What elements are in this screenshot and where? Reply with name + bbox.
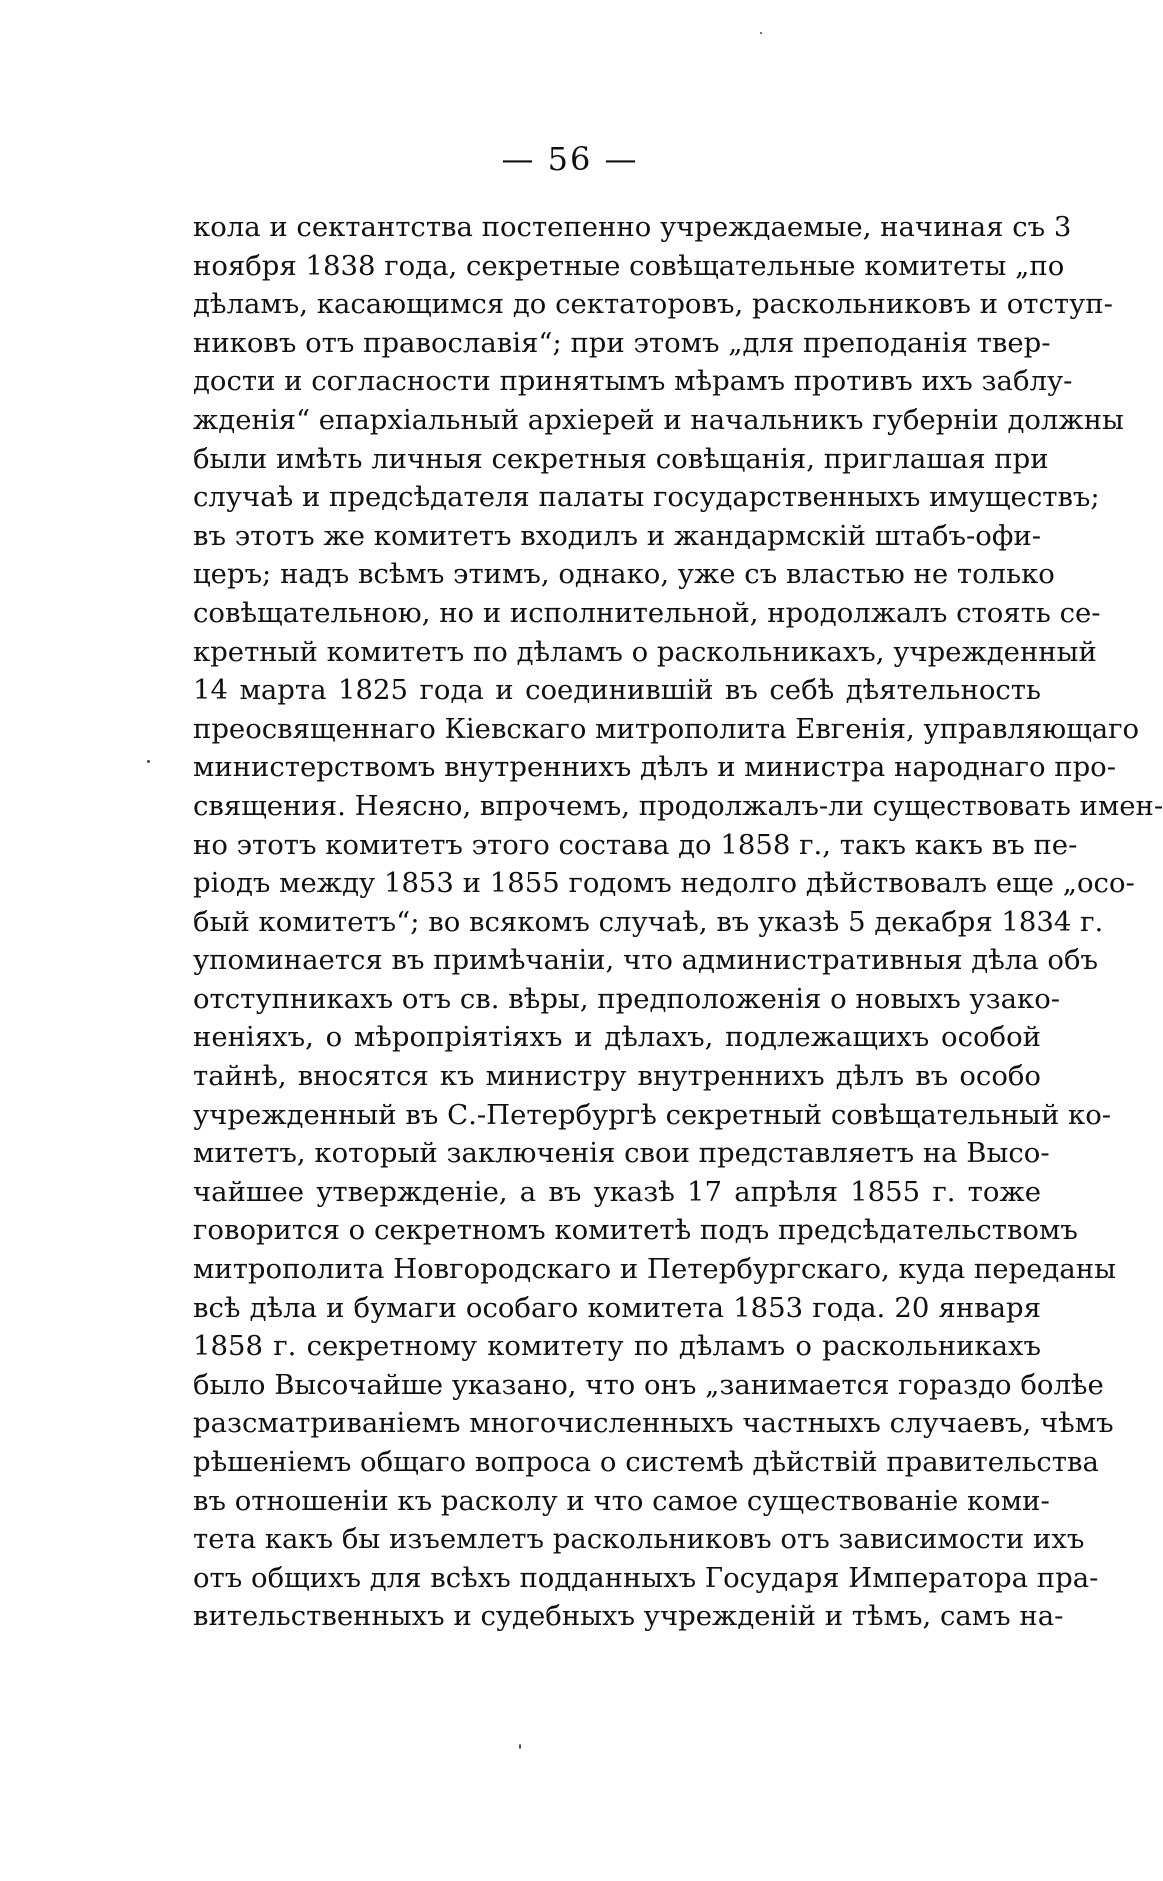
text-line: было Высочайше указано, что онъ „занимается гораздо болѣе — [193, 1368, 1104, 1401]
text-line: бый комитетъ“; во всякомъ случаѣ, въ указѣ 5 декабря 1834 г. — [193, 905, 1104, 938]
text-line: кола и сектантства постепенно учреждаемые, начиная съ 3 — [193, 211, 1072, 243]
text-line: министерствомъ внутреннихъ дѣлъ и министра народнаго про- — [193, 751, 1117, 784]
text-line: были имѣть личныя секретныя совѣщанія, приглашая при — [193, 442, 1049, 475]
text-line: въ этотъ же комитетъ входилъ и жандармскій штабъ-офи- — [193, 519, 1041, 552]
text-line: учрежденный въ С.-Петербургѣ секретный совѣщательный ко- — [193, 1098, 1112, 1131]
text-line: чайшее утвержденіе, а въ указѣ 17 апрѣля 1855 г. тоже — [193, 1175, 1041, 1208]
text-line: рѣшеніемъ общаго вопроса о системѣ дѣйствій правительства — [193, 1446, 1099, 1478]
text-line: въ отношеніи къ расколу и что самое существованіе коми- — [193, 1484, 1050, 1517]
text-line: отступникахъ отъ св. вѣры, предположенія о новыхъ узако- — [193, 982, 1061, 1015]
text-line: тайнѣ, вносятся къ министру внутреннихъ дѣлъ въ особо — [193, 1060, 1041, 1093]
text-line: 14 марта 1825 года и соединившій въ себѣ дѣятельность — [193, 674, 1041, 707]
text-line: кретный комитетъ по дѣламъ о раскольникахъ, учрежденный — [193, 635, 1097, 668]
text-line: 1858 г. секретному комитету по дѣламъ о раскольникахъ — [193, 1330, 1041, 1363]
text-line: ріодъ между 1853 и 1855 годомъ недолго дѣйствовалъ еще „осо- — [193, 867, 1135, 900]
text-line: разсматриваніемъ многочисленныхъ частныхъ случаевъ, чѣмъ — [193, 1407, 1114, 1440]
print-speck — [760, 32, 762, 34]
text-line: говорится о секретномъ комитетѣ подъ предсѣдательствомъ — [193, 1214, 1078, 1247]
text-line: тета какъ бы изъемлетъ раскольниковъ отъ зависимости ихъ — [193, 1523, 1085, 1556]
text-line: ноября 1838 года, секретные совѣщательные комитеты „по — [193, 249, 1065, 282]
text-line: никовъ отъ православія“; при этомъ „для преподанія твер- — [193, 326, 1051, 359]
print-speck — [519, 1744, 521, 1749]
text-line: митетъ, который заключенія свои представляетъ на Высо- — [193, 1137, 1050, 1170]
print-speck — [147, 760, 150, 763]
text-body — [193, 208, 1163, 1636]
text-line: но этотъ комитетъ этого состава до 1858 г., такъ какъ въ пе- — [193, 828, 1078, 861]
text-line: дости и согласности принятымъ мѣрамъ противъ ихъ заблу- — [193, 365, 1073, 398]
text-line: митрополита Новгородскаго и Петербургскаго, куда переданы — [193, 1253, 1116, 1286]
text-line: отъ общихъ для всѣхъ подданныхъ Государя Императора пра- — [193, 1561, 1099, 1594]
text-line: случаѣ и предсѣдателя палаты государственныхъ имуществъ; — [193, 481, 1100, 514]
text-line: совѣщательною, но и исполнительной, нродолжалъ стоять се- — [193, 596, 1101, 629]
text-line: преосвященнаго Кіевскаго митрополита Евгенія, управляющаго — [193, 712, 1140, 745]
text-line: упоминается въ примѣчаніи, что административныя дѣла объ — [193, 944, 1099, 977]
text-line: церъ; надъ всѣмъ этимъ, однако, уже съ властью не только — [193, 558, 1055, 591]
text-line: вительственныхъ и судебныхъ учрежденій и тѣмъ, самъ на- — [193, 1600, 1064, 1633]
text-line: дѣламъ, касающимся до сектаторовъ, раскольниковъ и отступ- — [193, 288, 1113, 321]
text-line: всѣ дѣла и бумаги особаго комитета 1853 года. 20 января — [193, 1291, 1041, 1324]
text-line: священия. Неясно, впрочемъ, продолжалъ-ли существовать имен- — [193, 789, 1163, 822]
text-line: жденія“ епархіальный архіерей и начальникъ губерніи должны — [193, 403, 1124, 436]
page-number: — 56 — — [501, 140, 639, 178]
text-line: неніяхъ, о мѣропріятіяхъ и дѣлахъ, подлежащихъ особой — [193, 1021, 1041, 1054]
